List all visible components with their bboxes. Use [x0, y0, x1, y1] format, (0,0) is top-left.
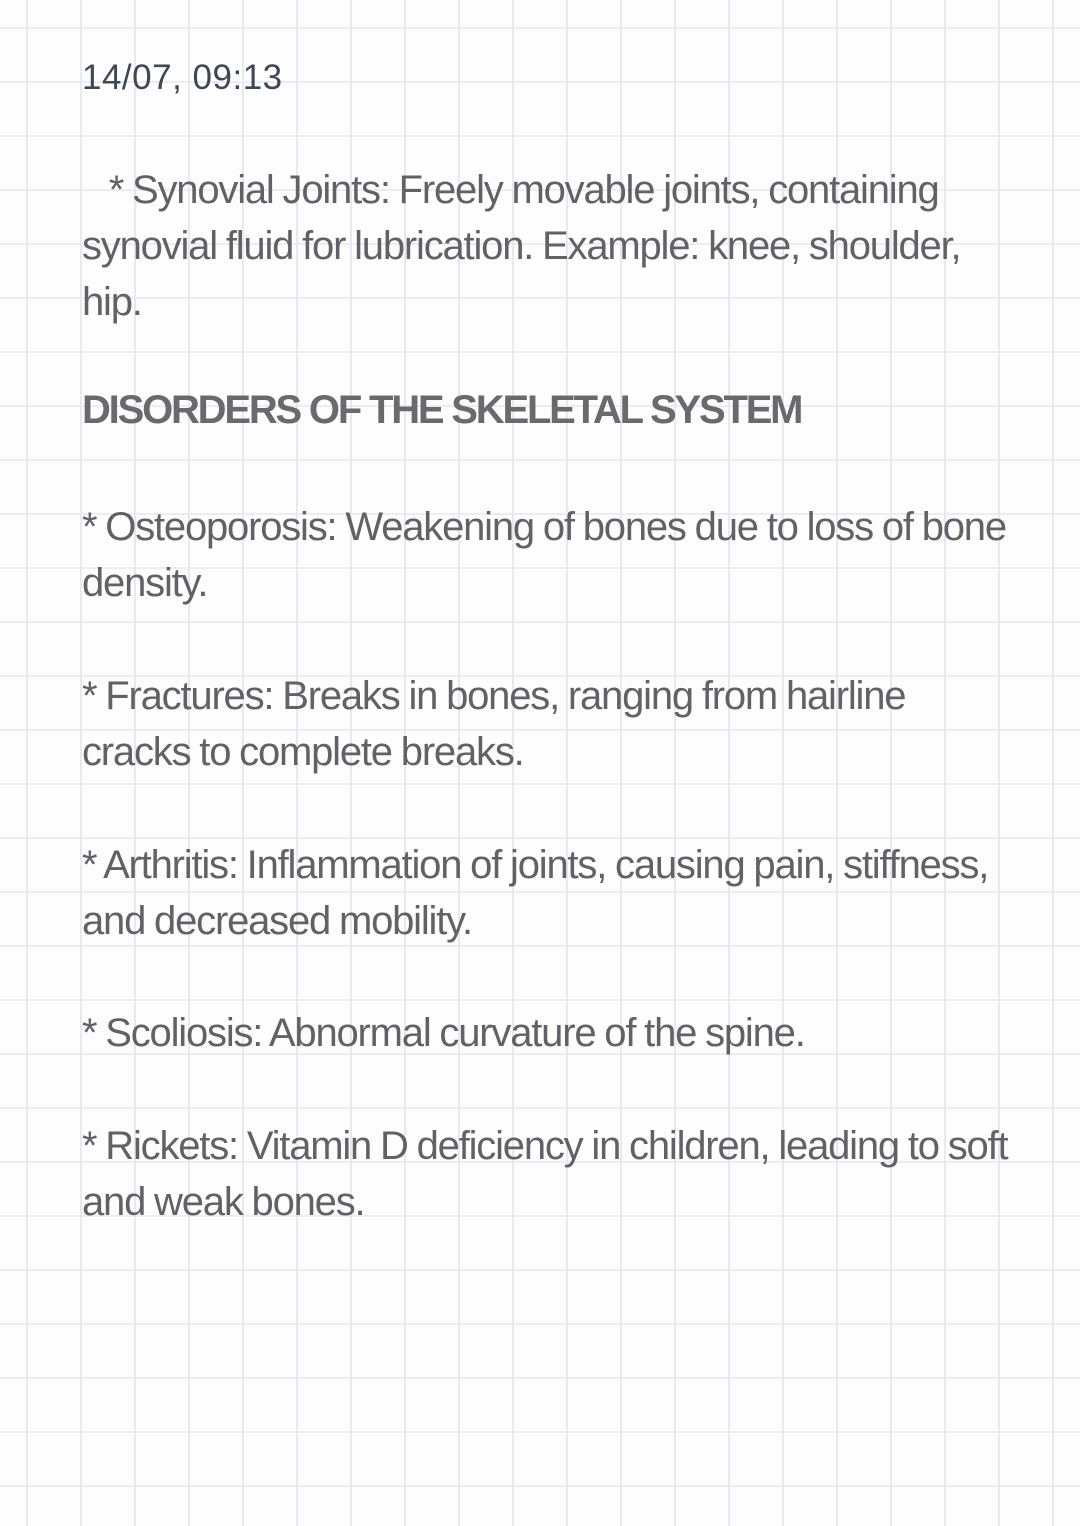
section-heading: DISORDERS OF THE SKELETAL SYSTEM [82, 388, 802, 432]
list-item-osteoporosis: * Osteoporosis: Weakening of bones due to loss of bone density. [82, 505, 1006, 605]
list-item-arthritis: * Arthritis: Inflammation of joints, causing pain, stiffness, and decreased mobility. [82, 843, 989, 943]
list-item-rickets: * Rickets: Vitamin D deficiency in children, leading to soft and weak bones. [82, 1124, 1008, 1224]
list-item-scoliosis: * Scoliosis: Abnormal curvature of the spine. [82, 1011, 805, 1055]
list-item-fractures: * Fractures: Breaks in bones, ranging from hairline cracks to complete breaks. [82, 674, 906, 774]
note-timestamp: 14/07, 09:13 [82, 58, 283, 97]
intro-paragraph-synovial-joints: * Synovial Joints: Freely movable joints, containing synovial fluid for lubrication. Example: knee, shoulder, hip. [82, 168, 961, 324]
